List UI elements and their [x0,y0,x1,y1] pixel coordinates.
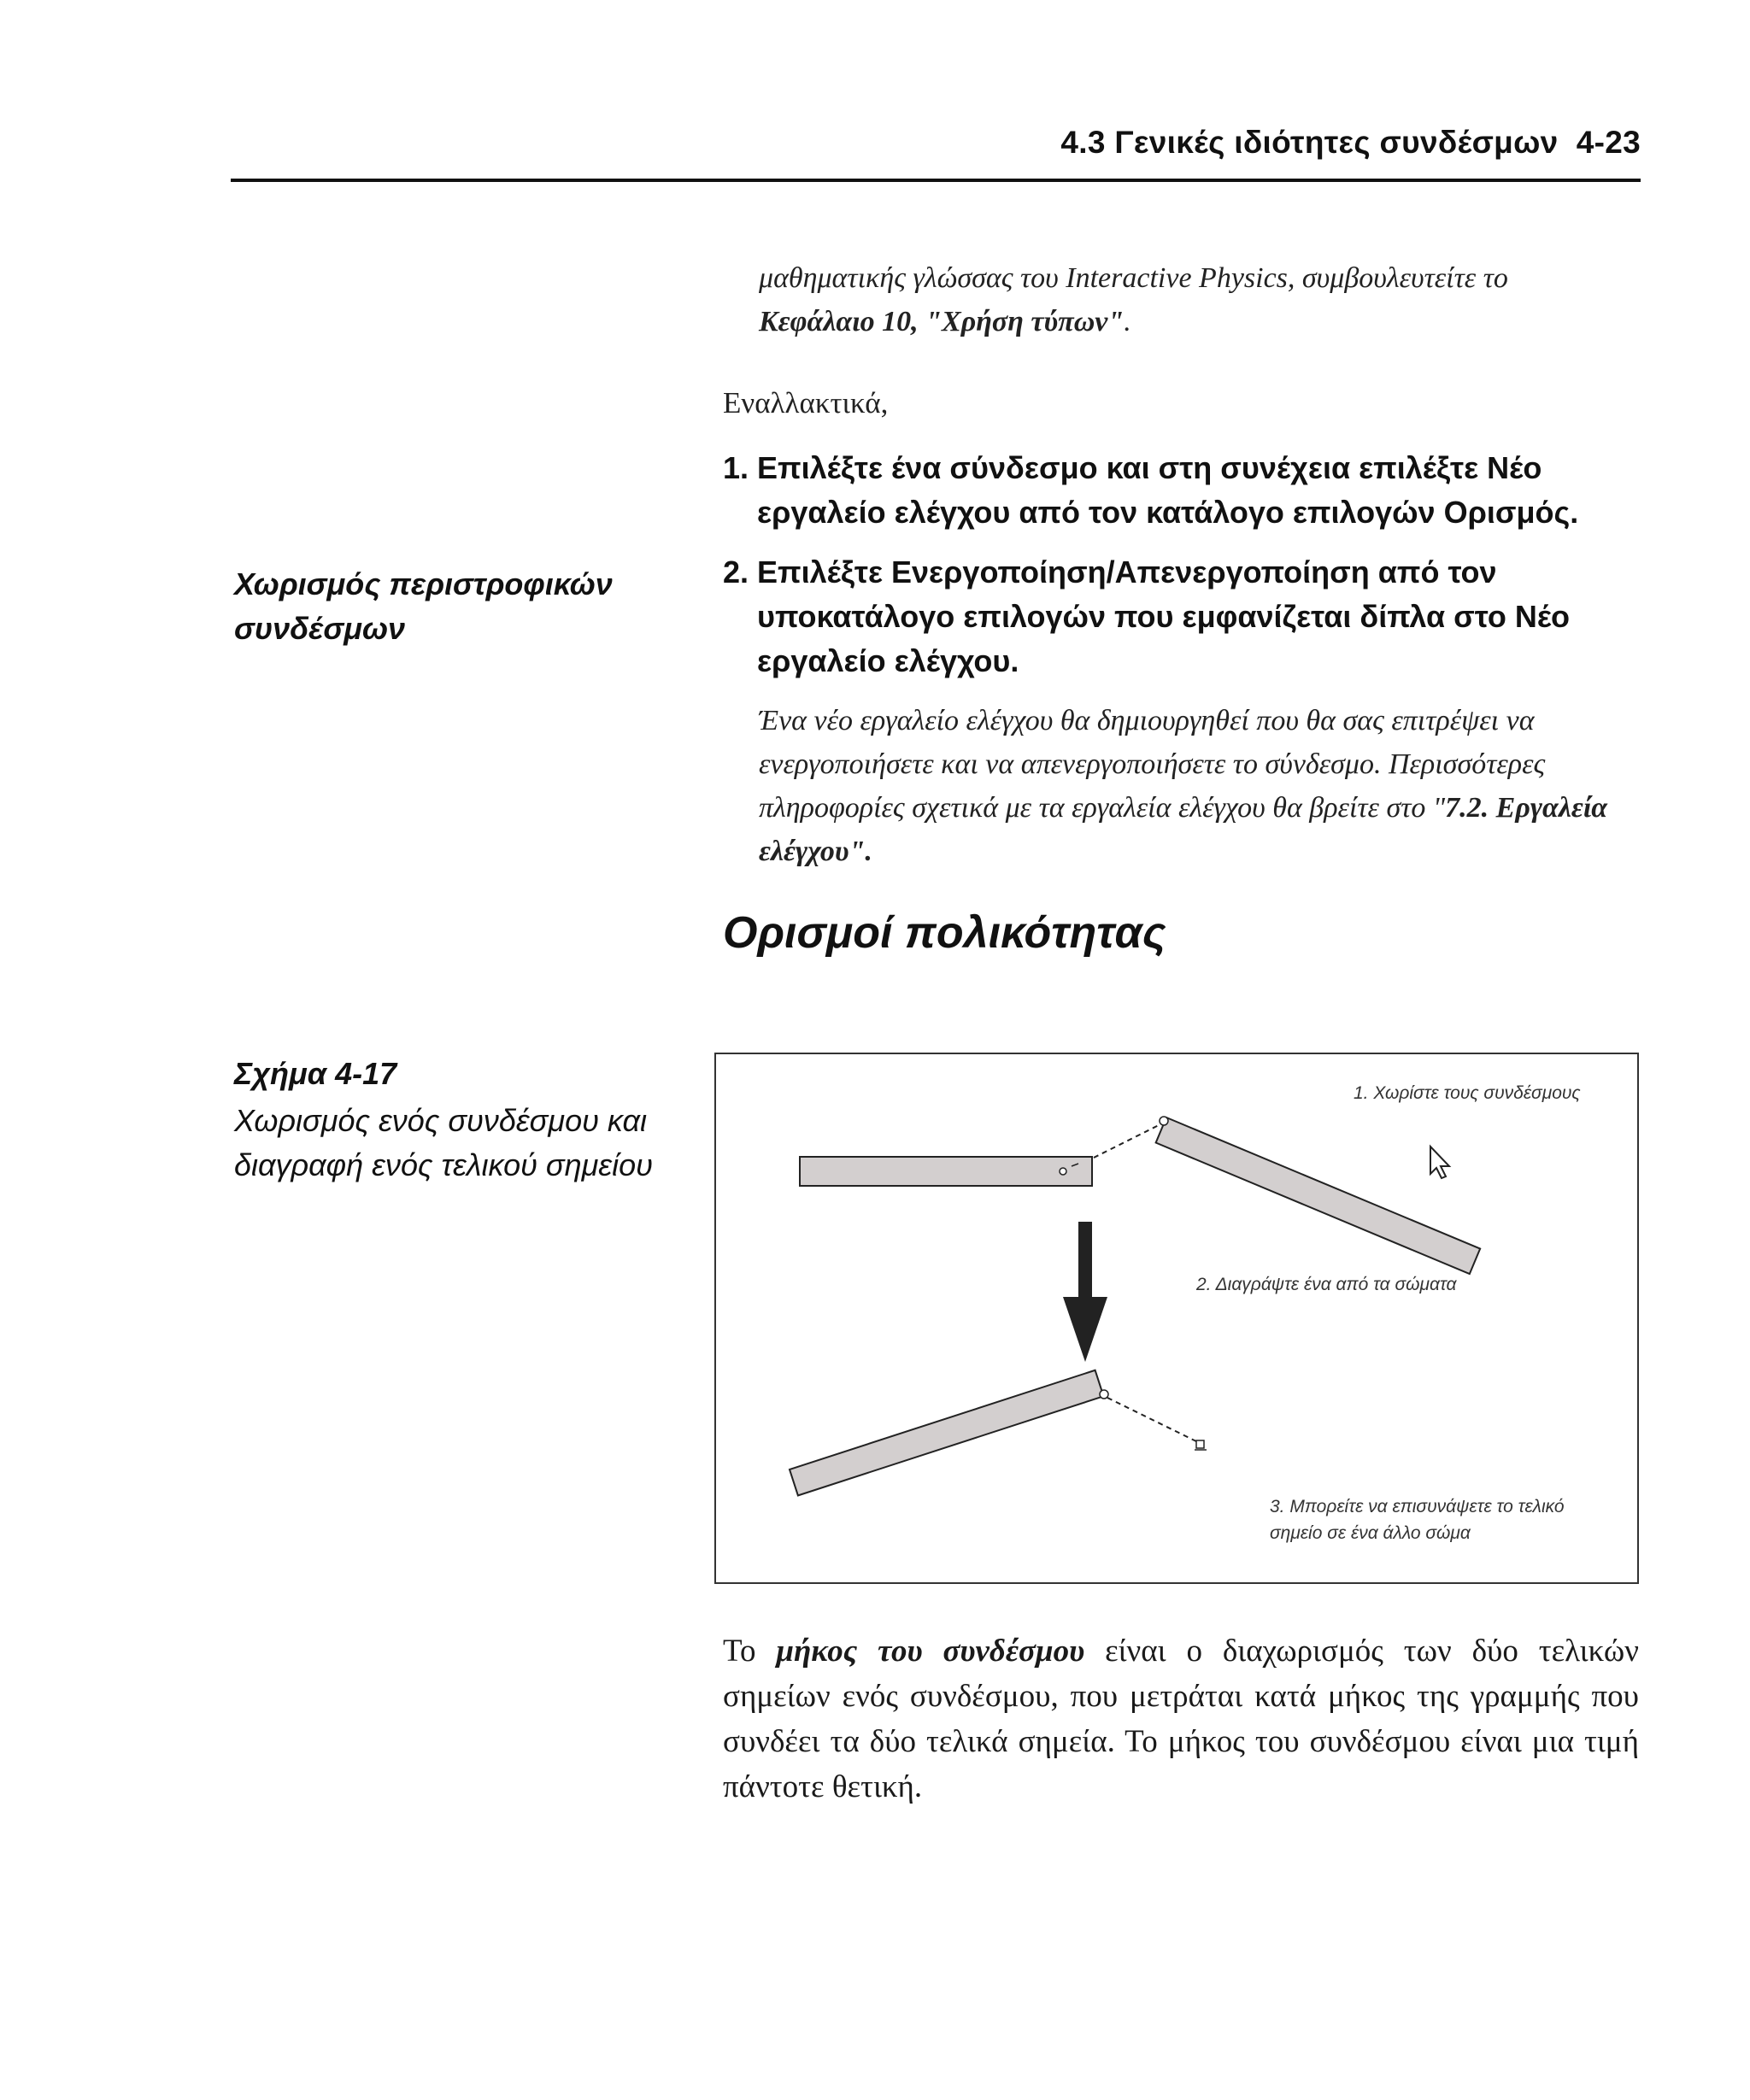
paragraph-rest: είναι ο διαχωρισμός των δύο τελικών σημείων ενός συνδέσμου, που μετράται κατά μήκος της γραμμής που συνδέει τα δύο τελικά σημεία. Το μήκος του συνδέσμου είναι μια τιμή πάντοτε θετική. [723,1634,1639,1804]
page-number: 4-23 [1576,125,1641,160]
dashed-link-bottom [1107,1398,1200,1443]
step-text: Επιλέξτε Ενεργοποίηση/Απενεργοποίηση από τον υποκατάλογο επιλογών που εμφανίζεται δίπλα στο Νέο εργαλείο ελέγχου. [757,554,1571,678]
joint-endpoint [1060,1168,1066,1175]
alternatively-text: Εναλλακτικά, [723,386,889,419]
step-item [723,446,1646,535]
term-link-length: μήκος του συνδέσμου [776,1634,1085,1669]
step-note-text: Ένα νέο εργαλείο ελέγχου θα δημιουργηθεί που θα σας επιτρέψει να ενεργοποιήσετε και να απενεργοποιήσετε το σύνδεσμο. Περισσότερες πληροφορίες σχετικά με τα εργαλεία ελέγχου θα βρείτε στο " [759,705,1546,824]
rotated-bar-top [1156,1117,1481,1274]
intro-note [759,256,1639,343]
section-reference: 7.2. Εργαλεία ελέγχου". [759,792,1608,867]
paragraph-start: Το [723,1634,777,1669]
intro-note-text: μαθηματικής γλώσσας του Interactive Physics, συμβουλευτείτε το [759,262,1508,294]
running-header [231,125,1641,161]
chapter-reference: Κεφάλαιο 10, "Χρήση τύπων" [759,306,1125,337]
step-text: Επιλέξτε ένα σύνδεσμο και στη συνέχεια επιλέξτε Νέο εργαλείο ελέγχου από τον κατάλογο επιλογών Ορισμός. [757,450,1579,530]
step-number: 2. [723,554,749,590]
section-heading: Ορισμοί πολικότητας [723,908,1166,958]
joint-endpoint [1160,1117,1168,1125]
margin-heading: Χωρισμός περιστροφικών συνδέσμων [234,566,613,646]
header-rule [231,179,1641,182]
running-title: 4.3 Γενικές ιδιότητες συνδέσμων [1060,125,1559,160]
figure-label-step3: 3. Μπορείτε να επισυνάψετε το τελικό σημείο σε ένα άλλο σώμα [1270,1497,1565,1543]
cursor-arrow-icon [1430,1147,1449,1178]
figure-caption: Χωρισμός ενός συνδέσμου και διαγραφή ενός τελικού σημείου [234,1103,653,1182]
step-number: 1. [723,450,749,485]
down-arrow-icon [1063,1297,1107,1362]
body-paragraph [723,1628,1639,1810]
figure-label-step2: 2. Διαγράψτε ένα από τα σώματα [1196,1275,1457,1294]
intro-note-end: . [1124,306,1131,337]
figure-box [714,1053,1639,1584]
step-note [759,699,1647,873]
rotated-bar-bottom [790,1370,1103,1496]
step-item [723,550,1646,683]
joint-endpoint [1100,1390,1108,1399]
figure-number: Σχήμα 4-17 [234,1056,397,1091]
down-arrow-shaft [1078,1222,1092,1299]
horizontal-bar [800,1157,1092,1186]
figure-label-step1: 1. Χωρίστε τους συνδέσμους [1354,1083,1581,1103]
free-endpoint [1196,1440,1204,1448]
dashed-link-top [1094,1124,1160,1158]
